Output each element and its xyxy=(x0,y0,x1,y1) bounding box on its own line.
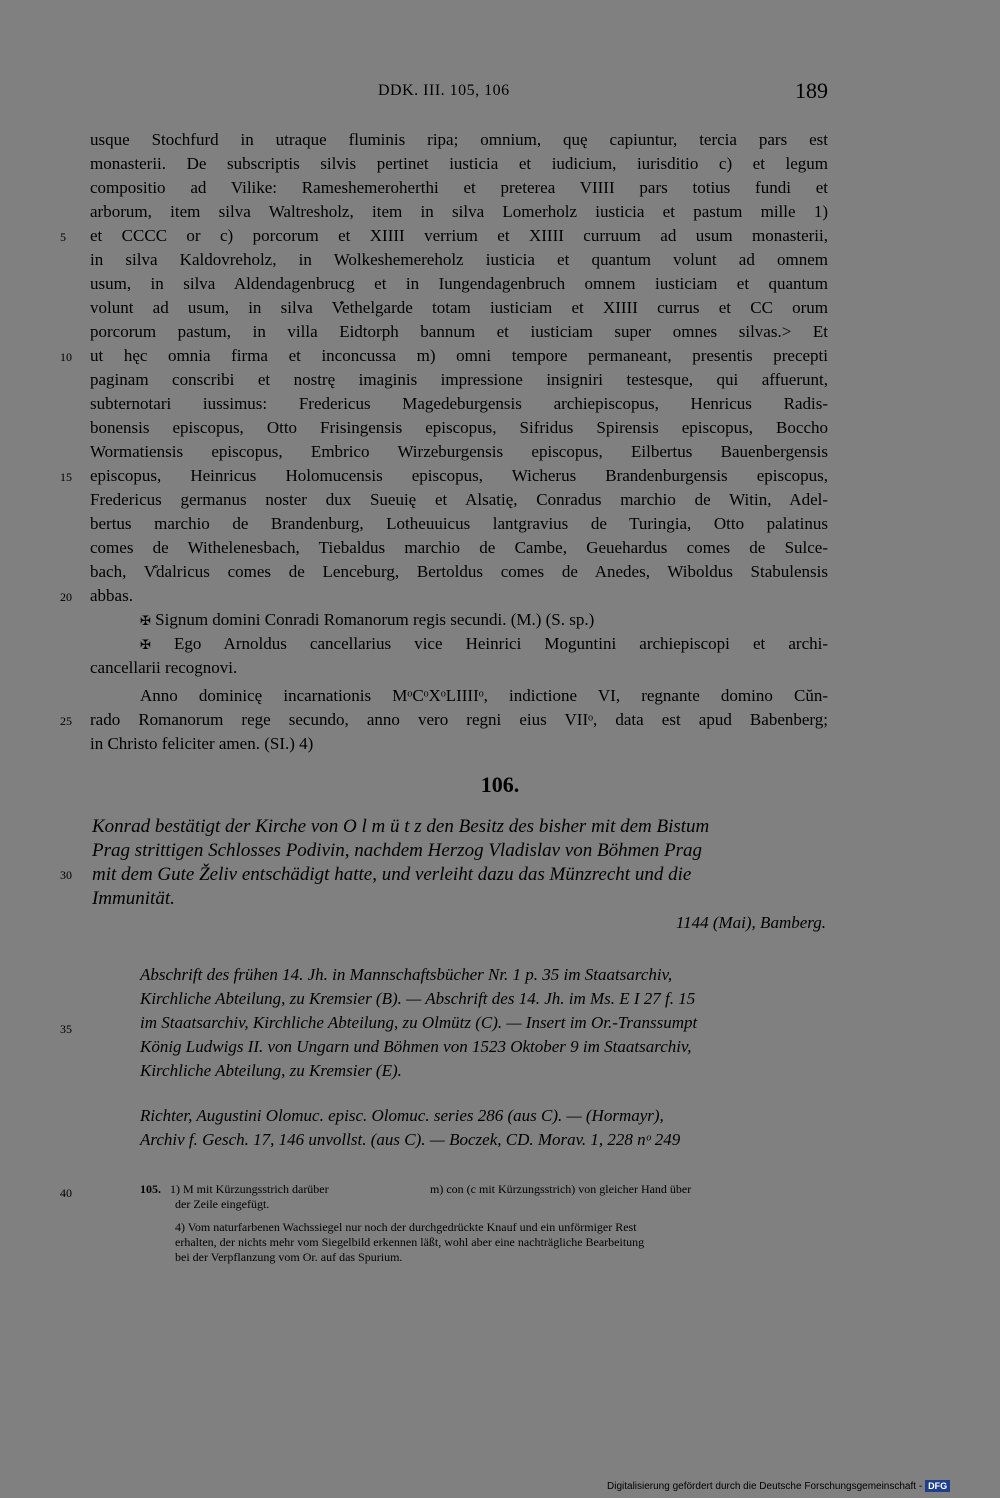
dfg-logo: DFG xyxy=(925,1480,950,1492)
running-header xyxy=(90,80,828,110)
source-line: Kirchliche Abteilung, zu Kremsier (B). — Abschrift des 14. Jh. im Ms. E I 27 f. 15 xyxy=(140,989,696,1008)
literature-line: Richter, Augustini Olomuc. episc. Olomuc. series 286 (aus C). — (Hormayr), xyxy=(140,1106,664,1125)
dating-line: in Christo feliciter amen. (SI.) 4) xyxy=(90,734,314,753)
footnote-1: 1) M mit Kürzungsstrich darüber xyxy=(170,1182,329,1196)
signum-text: Signum domini Conradi Romanorum regis secundi. (M.) (S. sp.) xyxy=(155,610,595,629)
text-line: et CCCC or c) porcorum et XIIII verrium et XIIII curruum ad usum monasterii, xyxy=(90,226,828,245)
text-line: bach, V̊dalricus comes de Lenceburg, Bertoldus comes de Anedes, Wiboldus Stabulensis xyxy=(90,562,828,581)
recognition-text: Ego Arnoldus cancellarius vice Heinrici Moguntini archiepiscopi et archi- xyxy=(174,634,829,653)
chrismon-icon: ✠ xyxy=(140,637,151,652)
line-number: 15 xyxy=(60,470,72,484)
source-line: König Ludwigs II. von Ungarn und Böhmen von 1523 Oktober 9 im Staatsarchiv, xyxy=(140,1037,692,1056)
text-line: porcorum pastum, in villa Eidtorph bannum et iusticiam super omnes silvas.> Et xyxy=(90,322,828,341)
text-line: Wormatiensis episcopus, Embrico Wirzeburgensis episcopus, Eilbertus Bauenbergensis xyxy=(90,442,828,461)
regest-line: Konrad bestätigt der Kirche von O l m ü t z den Besitz des bisher mit dem Bistum xyxy=(92,816,710,837)
text-line: compositio ad Vilike: Rameshemeroherthi et preterea VIIII pars totius fundi et xyxy=(90,178,828,197)
text-line: usque Stochfurd in utraque fluminis ripa; omnium, quę capiuntur, tercia pars est xyxy=(90,130,828,149)
text-line: episcopus, Heinricus Holomucensis episcopus, Wicherus Brandenburgensis episcopus, xyxy=(90,466,828,485)
text-line: bonensis episcopus, Otto Frisingensis episcopus, Sifridus Spirensis episcopus, Boccho xyxy=(90,418,828,437)
digitization-footer xyxy=(607,1480,950,1492)
text-line: comes de Withelenesbach, Tiebaldus marchio de Cambe, Geuehardus comes de Sulce- xyxy=(90,538,828,557)
line-number: 20 xyxy=(60,590,72,604)
chrismon-icon: ✠ xyxy=(140,613,151,628)
regest-line: Immunität. xyxy=(92,888,175,909)
text-line: bertus marchio de Brandenburg, Lotheuuicus lantgravius de Turingia, Otto palatinus xyxy=(90,514,828,533)
text-line: monasterii. De subscriptis silvis pertinet iusticia et iudicium, iurisditio c) et legum xyxy=(90,154,828,173)
footnote-label: 105. xyxy=(140,1182,161,1196)
footnote-line xyxy=(140,1182,828,1196)
text-line: paginam conscribi et nostrę imaginis impressione insigniri testesque, qui affuerunt, xyxy=(90,370,828,389)
literature-line: Archiv f. Gesch. 17, 146 unvollst. (aus C). — Boczek, CD. Morav. 1, 228 nᵒ 249 xyxy=(140,1130,681,1149)
line-number: 5 xyxy=(60,230,66,244)
line-number: 40 xyxy=(60,1186,72,1200)
line-number: 10 xyxy=(60,350,72,364)
footer-text: Digitalisierung gefördert durch die Deutsche Forschungsgemeinschaft - xyxy=(607,1481,923,1492)
footnote-m: m) con (c mit Kürzungsstrich) von gleicher Hand über xyxy=(430,1182,692,1196)
text-line: volunt ad usum, in silva V̊ethelgarde totam iusticiam et XIIII currus et CC orum xyxy=(90,298,828,317)
regest-line: Prag strittigen Schlosses Podivin, nachdem Herzog Vladislav von Böhmen Prag xyxy=(92,840,703,861)
page-number: 189 xyxy=(795,78,828,103)
source-line: Kirchliche Abteilung, zu Kremsier (E). xyxy=(140,1061,402,1080)
text-line: arborum, item silva Waltresholz, item in silva Lomerholz iusticia et pastum mille 1) xyxy=(90,202,828,221)
footnote-4: bei der Verpflanzung vom Or. auf das Spurium. xyxy=(175,1250,403,1264)
text-line: usum, in silva Aldendagenbrucg et in Iungendagenbruch omnem iusticiam et quantum xyxy=(90,274,828,293)
recognition-line-2: cancellarii recognovi. xyxy=(90,658,238,677)
footnote-4: 4) Vom naturfarbenen Wachssiegel nur noch der durchgedrückte Knauf und ein unförmiger Rest xyxy=(175,1220,637,1234)
dating-line: rado Romanorum rege secundo, anno vero regni eius VIIᵒ, data est apud Babenberg; xyxy=(90,710,828,729)
text-line: ut hęc omnia firma et inconcussa m) omni tempore permaneant, presentis precepti xyxy=(90,346,828,365)
footnote-m-cont: der Zeile eingefügt. xyxy=(175,1197,270,1211)
recognition-line xyxy=(140,632,828,657)
source-line: Abschrift des frühen 14. Jh. in Mannschaftsbücher Nr. 1 p. 35 im Staatsarchiv, xyxy=(140,965,673,984)
source-line: im Staatsarchiv, Kirchliche Abteilung, zu Olmütz (C). — Insert im Or.-Transsumpt xyxy=(140,1013,698,1032)
line-number: 35 xyxy=(60,1022,72,1036)
header-title: DDK. III. 105, 106 xyxy=(378,82,510,99)
line-number: 25 xyxy=(60,714,72,728)
line-number: 30 xyxy=(60,868,72,882)
regest-line: mit dem Gute Želiv entschädigt hatte, und verleiht dazu das Münzrecht und die xyxy=(92,864,692,885)
text-line: Fredericus germanus noster dux Sueuię et Alsatię, Conradus marchio de Witin, Adel- xyxy=(90,490,828,509)
text-line: abbas. xyxy=(90,586,133,605)
text-line: subternotari iussimus: Fredericus Magedeburgensis archiepiscopus, Henricus Radis- xyxy=(90,394,828,413)
footnote-4: erhalten, der nichts mehr vom Siegelbild erkennen läßt, wohl aber eine nachträgliche Bearbeitung xyxy=(175,1235,645,1249)
signum-line xyxy=(140,608,828,633)
document-number: 106. xyxy=(480,772,520,797)
text-line: in silva Kaldovreholz, in Wolkeshemereholz iusticia et quantum volunt ad omnem xyxy=(90,250,828,269)
dating-line: Anno dominicę incarnationis MᵒCᵒXᵒLIIIIᵒ, indictione VI, regnante domino Cŭn- xyxy=(140,686,828,705)
dateline: 1144 (Mai), Bamberg. xyxy=(675,913,826,932)
